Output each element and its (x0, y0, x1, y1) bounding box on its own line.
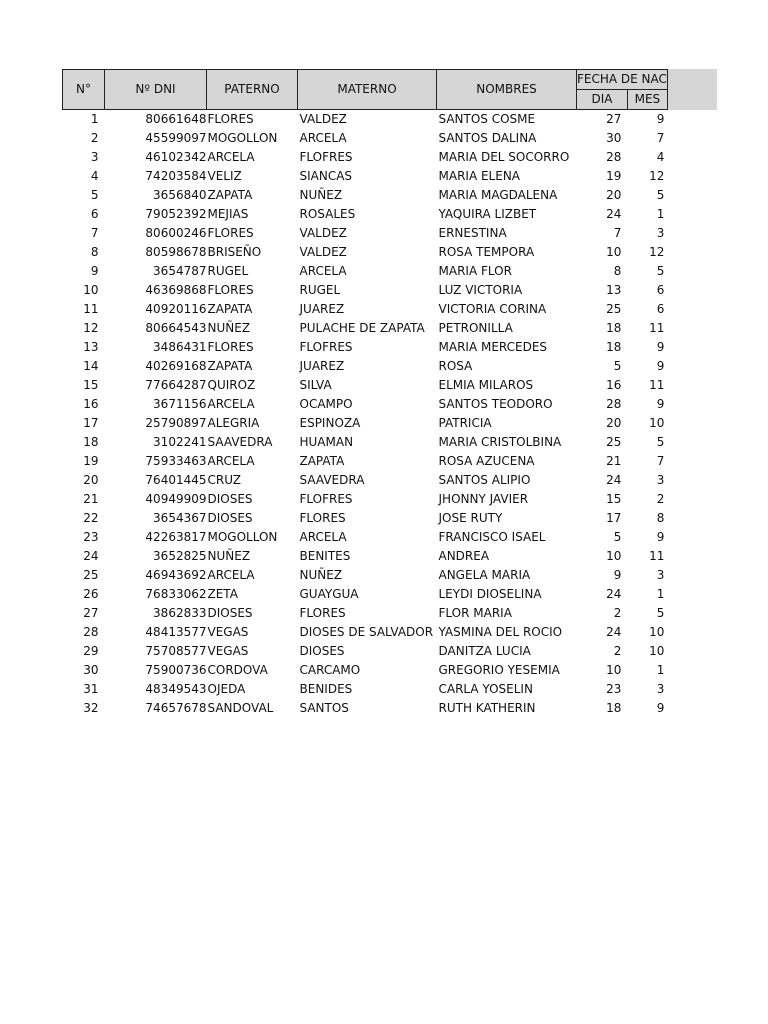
row-dia: 24 (606, 587, 622, 601)
row-dni: 3654367 (153, 511, 207, 525)
row-materno: JUAREZ (299, 302, 345, 316)
row-filler (667, 281, 717, 300)
table-row (63, 604, 718, 623)
row-nombres: DANITZA LUCIA (438, 644, 531, 658)
row-paterno: QUIROZ (207, 378, 256, 392)
row-mes: 1 (656, 663, 665, 677)
row-mes: 11 (649, 378, 665, 392)
row-dia: 10 (606, 245, 622, 259)
row-nombres: ROSA AZUCENA (438, 454, 535, 468)
row-filler (667, 110, 717, 130)
row-number: 3 (90, 150, 99, 164)
row-number: 22 (83, 511, 99, 525)
row-dni: 75900736 (145, 663, 207, 677)
row-nombres: VICTORIA CORINA (438, 302, 547, 316)
row-filler (667, 395, 717, 414)
row-nombres: LUZ VICTORIA (438, 283, 523, 297)
row-paterno: ZETA (207, 587, 238, 601)
row-filler (667, 528, 717, 547)
row-materno: SIANCAS (299, 169, 353, 183)
row-nombres: GREGORIO YESEMIA (438, 663, 560, 677)
table-row (63, 243, 718, 262)
row-dia: 28 (606, 150, 622, 164)
row-mes: 3 (656, 568, 665, 582)
row-filler (667, 262, 717, 281)
row-dni: 3652825 (153, 549, 207, 563)
row-paterno: DIOSES (207, 492, 253, 506)
row-nombres: ROSA TEMPORA (438, 245, 535, 259)
row-filler (667, 186, 717, 205)
row-mes: 6 (656, 283, 665, 297)
row-nombres: SANTOS DALINA (438, 131, 537, 145)
table-row (63, 642, 718, 661)
row-mes: 9 (656, 359, 665, 373)
table-row (63, 167, 718, 186)
row-paterno: MOGOLLON (207, 530, 278, 544)
row-materno: ARCELA (299, 530, 347, 544)
table-row (63, 129, 718, 148)
row-dni: 80664543 (145, 321, 207, 335)
row-number: 20 (83, 473, 99, 487)
row-dia: 16 (606, 378, 622, 392)
row-materno: FLOFRES (299, 340, 353, 354)
row-paterno: ZAPATA (207, 359, 253, 373)
table-row (63, 319, 718, 338)
row-materno: CARCAMO (299, 663, 361, 677)
table-row (63, 585, 718, 604)
row-paterno: SANDOVAL (207, 701, 274, 715)
row-dni: 75708577 (145, 644, 207, 658)
table-row (63, 566, 718, 585)
row-paterno: FLORES (207, 112, 254, 126)
row-dni: 3654787 (153, 264, 207, 278)
row-paterno: ARCELA (207, 568, 255, 582)
row-number: 1 (90, 112, 99, 126)
header-nombres: NOMBRES (437, 70, 577, 110)
row-number: 13 (83, 340, 99, 354)
row-number: 8 (90, 245, 99, 259)
row-number: 15 (83, 378, 99, 392)
row-dni: 3102241 (153, 435, 207, 449)
row-nombres: PATRICIA (438, 416, 492, 430)
row-number: 16 (83, 397, 99, 411)
table-row (63, 224, 718, 243)
row-dni: 40920116 (145, 302, 207, 316)
row-mes: 1 (656, 587, 665, 601)
row-filler (667, 699, 717, 718)
row-dia: 15 (606, 492, 622, 506)
table-row (63, 262, 718, 281)
row-materno: GUAYGUA (299, 587, 359, 601)
row-mes: 7 (656, 454, 665, 468)
row-mes: 10 (649, 644, 665, 658)
row-number: 9 (90, 264, 99, 278)
row-paterno: ALEGRIA (207, 416, 260, 430)
row-dia: 18 (606, 701, 622, 715)
row-filler (667, 509, 717, 528)
row-filler (667, 623, 717, 642)
row-mes: 9 (656, 530, 665, 544)
row-mes: 10 (649, 416, 665, 430)
row-materno: SANTOS (299, 701, 349, 715)
table-row (63, 414, 718, 433)
row-paterno: VEGAS (207, 625, 249, 639)
row-mes: 4 (656, 150, 665, 164)
header-dni: Nº DNI (105, 70, 207, 110)
row-number: 31 (83, 682, 99, 696)
row-mes: 11 (649, 549, 665, 563)
table-body (63, 110, 718, 719)
row-dni: 40949909 (145, 492, 207, 506)
row-paterno: ZAPATA (207, 302, 253, 316)
row-paterno: RUGEL (207, 264, 249, 278)
header-paterno: PATERNO (207, 70, 298, 110)
row-mes: 9 (656, 112, 665, 126)
row-number: 30 (83, 663, 99, 677)
row-filler (667, 167, 717, 186)
row-nombres: LEYDI DIOSELINA (438, 587, 542, 601)
table-row (63, 205, 718, 224)
row-number: 7 (90, 226, 99, 240)
row-number: 6 (90, 207, 99, 221)
row-nombres: MARIA FLOR (438, 264, 512, 278)
row-dia: 30 (606, 131, 622, 145)
row-paterno: VELIZ (207, 169, 242, 183)
table-row (63, 680, 718, 699)
row-dni: 80598678 (145, 245, 207, 259)
row-dia: 18 (606, 340, 622, 354)
row-mes: 5 (656, 264, 665, 278)
row-materno: ROSALES (299, 207, 356, 221)
row-nombres: MARIA MERCEDES (438, 340, 548, 354)
row-dni: 76833062 (145, 587, 207, 601)
table-row (63, 661, 718, 680)
row-dni: 42263817 (145, 530, 207, 544)
row-number: 26 (83, 587, 99, 601)
row-materno: FLOFRES (299, 150, 353, 164)
row-dia: 20 (606, 416, 622, 430)
row-nombres: JOSE RUTY (438, 511, 503, 525)
row-dia: 23 (606, 682, 622, 696)
table-row (63, 300, 718, 319)
row-number: 24 (83, 549, 99, 563)
row-nombres: ROSA (438, 359, 473, 373)
header-mes: MES (627, 90, 667, 110)
row-filler (667, 604, 717, 623)
row-dia: 21 (606, 454, 622, 468)
row-nombres: SANTOS TEODORO (438, 397, 553, 411)
row-dni: 46943692 (145, 568, 207, 582)
row-paterno: VEGAS (207, 644, 249, 658)
row-nombres: MARIA CRISTOLBINA (438, 435, 562, 449)
row-nombres: MARIA DEL SOCORRO (438, 150, 570, 164)
row-dia: 27 (606, 112, 622, 126)
data-table (62, 69, 717, 718)
row-number: 23 (83, 530, 99, 544)
row-nombres: SANTOS ALIPIO (438, 473, 531, 487)
row-nombres: CARLA YOSELIN (438, 682, 533, 696)
row-paterno: DIOSES (207, 511, 253, 525)
row-filler (667, 547, 717, 566)
row-dia: 7 (613, 226, 622, 240)
table-row (63, 281, 718, 300)
row-nombres: ELMIA MILAROS (438, 378, 534, 392)
row-number: 2 (90, 131, 99, 145)
row-number: 19 (83, 454, 99, 468)
row-number: 10 (83, 283, 99, 297)
row-dia: 20 (606, 188, 622, 202)
row-filler (667, 642, 717, 661)
row-filler (667, 338, 717, 357)
row-number: 28 (83, 625, 99, 639)
header-fecha-nac: FECHA DE NAC (577, 70, 668, 90)
row-paterno: NUÑEZ (207, 549, 251, 563)
row-materno: VALDEZ (299, 112, 347, 126)
row-number: 21 (83, 492, 99, 506)
row-filler (667, 243, 717, 262)
row-dni: 48349543 (145, 682, 207, 696)
row-dia: 28 (606, 397, 622, 411)
row-nombres: SANTOS COSME (438, 112, 536, 126)
table-row (63, 357, 718, 376)
row-mes: 5 (656, 435, 665, 449)
header-filler (667, 70, 717, 110)
row-dni: 48413577 (145, 625, 207, 639)
table-row (63, 699, 718, 718)
row-mes: 3 (656, 226, 665, 240)
row-dni: 46369868 (145, 283, 207, 297)
row-filler (667, 680, 717, 699)
row-mes: 3 (656, 473, 665, 487)
row-nombres: RUTH KATHERIN (438, 701, 536, 715)
row-paterno: BRISEÑO (207, 245, 262, 259)
table-row (63, 110, 718, 130)
row-dni: 3656840 (153, 188, 207, 202)
row-dia: 19 (606, 169, 622, 183)
row-filler (667, 205, 717, 224)
row-materno: RUGEL (299, 283, 341, 297)
row-mes: 11 (649, 321, 665, 335)
row-materno: NUÑEZ (299, 188, 343, 202)
row-mes: 5 (656, 188, 665, 202)
row-filler (667, 300, 717, 319)
row-dia: 2 (613, 644, 622, 658)
row-paterno: ZAPATA (207, 188, 253, 202)
header-materno: MATERNO (298, 70, 437, 110)
row-mes: 12 (649, 245, 665, 259)
row-dni: 76401445 (145, 473, 207, 487)
row-paterno: ARCELA (207, 150, 255, 164)
row-mes: 3 (656, 682, 665, 696)
row-filler (667, 319, 717, 338)
row-filler (667, 148, 717, 167)
row-nombres: YAQUIRA LIZBET (438, 207, 537, 221)
row-materno: BENITES (299, 549, 351, 563)
table-row (63, 471, 718, 490)
row-materno: SILVA (299, 378, 332, 392)
row-dia: 10 (606, 549, 622, 563)
row-dia: 8 (613, 264, 622, 278)
row-dia: 18 (606, 321, 622, 335)
row-materno: ARCELA (299, 131, 347, 145)
row-mes: 10 (649, 625, 665, 639)
row-dni: 75933463 (145, 454, 207, 468)
row-number: 32 (83, 701, 99, 715)
row-number: 11 (83, 302, 99, 316)
row-number: 14 (83, 359, 99, 373)
row-dia: 25 (606, 302, 622, 316)
row-materno: VALDEZ (299, 226, 347, 240)
row-paterno: FLORES (207, 340, 254, 354)
table-row (63, 528, 718, 547)
row-mes: 9 (656, 340, 665, 354)
row-number: 17 (83, 416, 99, 430)
table-row (63, 452, 718, 471)
table-row (63, 376, 718, 395)
row-nombres: ANGELA MARIA (438, 568, 531, 582)
row-dni: 46102342 (145, 150, 207, 164)
row-number: 5 (90, 188, 99, 202)
row-paterno: FLORES (207, 226, 254, 240)
row-dia: 10 (606, 663, 622, 677)
row-mes: 1 (656, 207, 665, 221)
row-materno: BENIDES (299, 682, 353, 696)
row-dni: 3486431 (153, 340, 207, 354)
row-mes: 9 (656, 701, 665, 715)
row-dni: 40269168 (145, 359, 207, 373)
row-dni: 74657678 (145, 701, 207, 715)
row-paterno: DIOSES (207, 606, 253, 620)
table-row (63, 395, 718, 414)
row-materno: NUÑEZ (299, 568, 343, 582)
row-paterno: MOGOLLON (207, 131, 278, 145)
row-paterno: SAAVEDRA (207, 435, 273, 449)
row-dni: 79052392 (145, 207, 207, 221)
row-dni: 3671156 (153, 397, 207, 411)
row-mes: 2 (656, 492, 665, 506)
row-dni: 74203584 (145, 169, 207, 183)
row-mes: 7 (656, 131, 665, 145)
row-number: 4 (90, 169, 99, 183)
header-dia: DIA (577, 90, 628, 110)
row-filler (667, 376, 717, 395)
row-filler (667, 661, 717, 680)
row-paterno: OJEDA (207, 682, 246, 696)
row-number: 12 (83, 321, 99, 335)
row-number: 27 (83, 606, 99, 620)
row-nombres: MARIA MAGDALENA (438, 188, 558, 202)
row-materno: ESPINOZA (299, 416, 361, 430)
row-paterno: ARCELA (207, 397, 255, 411)
row-mes: 6 (656, 302, 665, 316)
row-dia: 5 (613, 359, 622, 373)
row-materno: FLORES (299, 606, 346, 620)
row-number: 25 (83, 568, 99, 582)
row-filler (667, 129, 717, 148)
row-dia: 5 (613, 530, 622, 544)
row-filler (667, 566, 717, 585)
row-number: 18 (83, 435, 99, 449)
row-paterno: ARCELA (207, 454, 255, 468)
row-dni: 25790897 (145, 416, 207, 430)
table-row (63, 509, 718, 528)
header-number: N° (63, 70, 105, 110)
row-nombres: PETRONILLA (438, 321, 513, 335)
row-paterno: FLORES (207, 283, 254, 297)
row-nombres: FRANCISCO ISAEL (438, 530, 546, 544)
row-filler (667, 471, 717, 490)
row-dia: 25 (606, 435, 622, 449)
row-nombres: FLOR MARIA (438, 606, 512, 620)
row-mes: 12 (649, 169, 665, 183)
row-materno: JUAREZ (299, 359, 345, 373)
table-row (63, 186, 718, 205)
row-paterno: NUÑEZ (207, 321, 251, 335)
row-dni: 80600246 (145, 226, 207, 240)
row-materno: SAAVEDRA (299, 473, 365, 487)
table-row (63, 490, 718, 509)
row-number: 29 (83, 644, 99, 658)
row-paterno: MEJIAS (207, 207, 249, 221)
row-dia: 17 (606, 511, 622, 525)
row-nombres: ANDREA (438, 549, 490, 563)
row-materno: OCAMPO (299, 397, 353, 411)
row-dni: 80661648 (145, 112, 207, 126)
table-row (63, 148, 718, 167)
row-dia: 24 (606, 207, 622, 221)
row-dni: 77664287 (145, 378, 207, 392)
table-row (63, 433, 718, 452)
row-dni: 3862833 (153, 606, 207, 620)
row-filler (667, 585, 717, 604)
row-filler (667, 224, 717, 243)
row-filler (667, 452, 717, 471)
row-materno: HUAMAN (299, 435, 354, 449)
row-mes: 5 (656, 606, 665, 620)
row-nombres: YASMINA DEL ROCIO (438, 625, 563, 639)
row-materno: ZAPATA (299, 454, 345, 468)
row-filler (667, 414, 717, 433)
table-row (63, 623, 718, 642)
row-materno: DIOSES (299, 644, 345, 658)
row-materno: ARCELA (299, 264, 347, 278)
row-nombres: JHONNY JAVIER (438, 492, 529, 506)
row-filler (667, 433, 717, 452)
row-materno: FLORES (299, 511, 346, 525)
row-nombres: MARIA ELENA (438, 169, 520, 183)
row-dia: 2 (613, 606, 622, 620)
row-dia: 24 (606, 625, 622, 639)
table-row (63, 547, 718, 566)
row-paterno: CORDOVA (207, 663, 268, 677)
row-dia: 13 (606, 283, 622, 297)
row-nombres: ERNESTINA (438, 226, 507, 240)
table-row (63, 338, 718, 357)
row-dia: 9 (613, 568, 622, 582)
row-paterno: CRUZ (207, 473, 242, 487)
row-dni: 45599097 (145, 131, 207, 145)
row-mes: 9 (656, 397, 665, 411)
row-materno: PULACHE DE ZAPATA (299, 321, 425, 335)
row-materno: DIOSES DE SALVADOR (299, 625, 434, 639)
row-dia: 24 (606, 473, 622, 487)
row-filler (667, 357, 717, 376)
row-filler (667, 490, 717, 509)
row-materno: VALDEZ (299, 245, 347, 259)
row-mes: 8 (656, 511, 665, 525)
row-materno: FLOFRES (299, 492, 353, 506)
